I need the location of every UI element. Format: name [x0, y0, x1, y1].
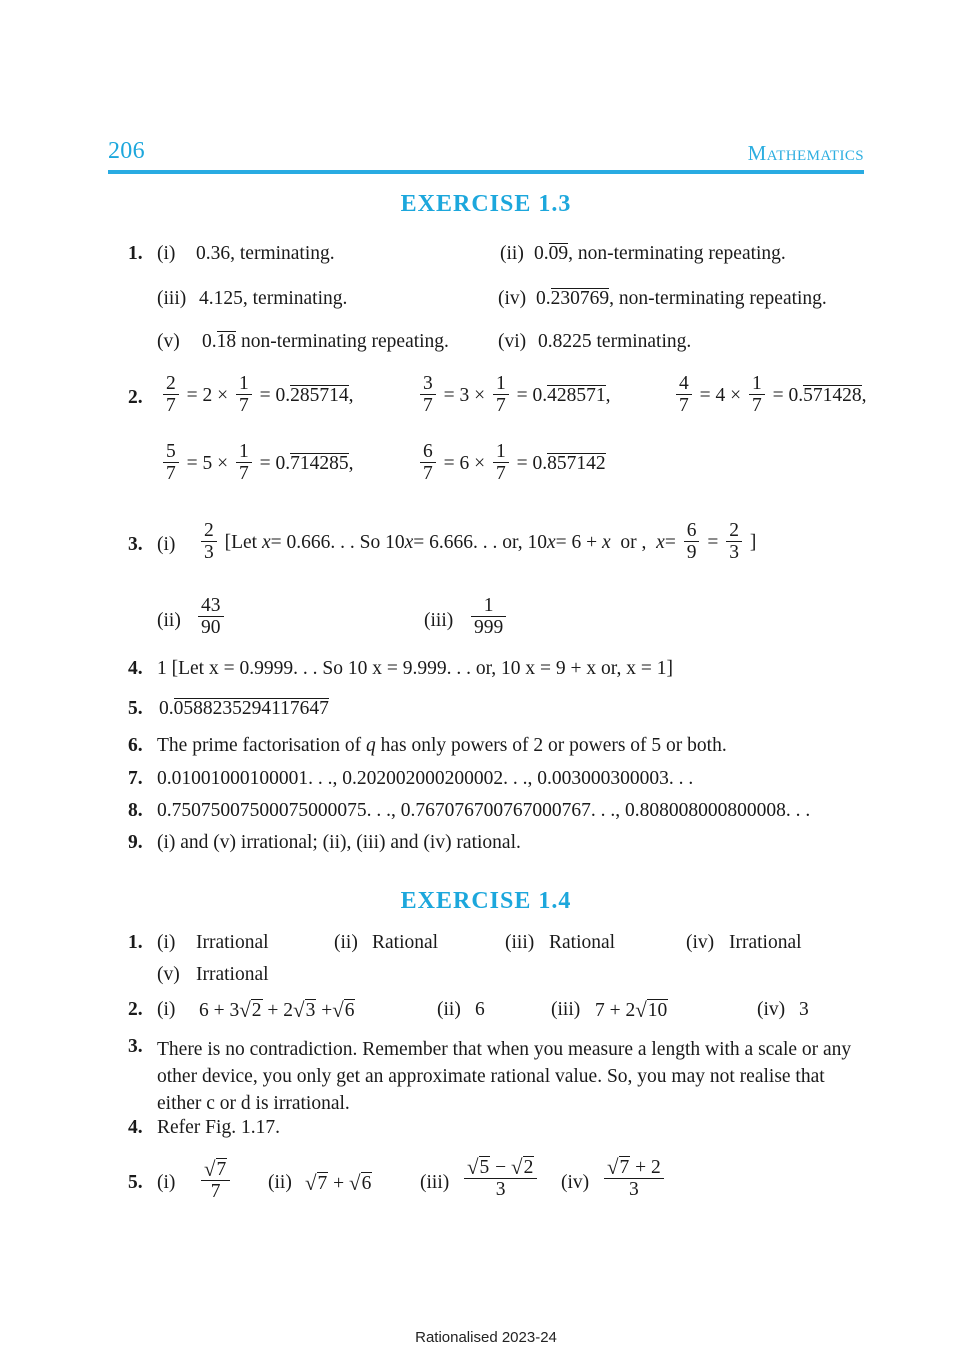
q1-item-vi-label: (vi): [498, 331, 527, 352]
e14-q1-item-ii-label: (ii): [334, 932, 358, 953]
q1-item-v-value: 0.18 non-terminating repeating.: [202, 331, 449, 352]
q3-item-ii-label: (ii): [157, 610, 181, 631]
q9-number: 9.: [128, 832, 143, 853]
e14-q1-item-ii-value: Rational: [372, 932, 439, 953]
q8-number: 8.: [128, 800, 143, 821]
e14-q2-item-ii-value: 6: [475, 999, 485, 1020]
e14-q2-item-iii-label: (iii): [551, 999, 581, 1020]
q6-number: 6.: [128, 735, 143, 756]
q2-expr-4: $\frac{5}{7}$ = 5 × $\frac{1}{7}$ = 0.714285,: [160, 443, 354, 486]
q2-expr-1: $\frac{2}{7}$ = 2 × $\frac{1}{7}$ = 0.285714,: [160, 375, 354, 418]
e14-q5-item-i-label: (i): [157, 1172, 176, 1193]
q5-number: 5.: [128, 698, 143, 719]
e14-q5-item-iii-label: (iii): [420, 1172, 450, 1193]
e14-q1-number: 1.: [128, 932, 143, 953]
q2-expr-2: $\frac{3}{7}$ = 3 × $\frac{1}{7}$ = 0.428571,: [417, 375, 611, 418]
q1-item-i-label: (i): [157, 243, 176, 264]
e14-q1-item-v-value: Irrational: [196, 964, 269, 985]
q8-text: 0.75075007500075000075. . ., 0.767076700767000767. . ., 0.808008000800008. . .: [157, 800, 811, 821]
e14-q2-item-i-value: 6 + 3√2 + 2√3 +√6: [199, 998, 355, 1022]
q2-number: 2.: [128, 387, 143, 408]
q2-expr-3: $\frac{4}{7}$ = 4 × $\frac{1}{7}$ = 0.571428,: [673, 375, 867, 418]
exercise-1-3-heading: EXERCISE 1.3: [400, 191, 572, 217]
q1-item-iv-label: (iv): [498, 288, 527, 309]
q3-item-iii-label: (iii): [424, 610, 454, 631]
q1-item-i-value: 0.36, terminating.: [196, 243, 335, 264]
e14-q5-item-ii-value: √7 + √6: [305, 1171, 372, 1195]
e14-q3-number: 3.: [128, 1036, 143, 1057]
e14-q5-item-iii-value: $\frac{√5 - √2}{3}$: [461, 1156, 540, 1202]
e14-q1-item-v-label: (v): [157, 964, 180, 985]
q1-item-iv-value: 0.230769, non-terminating repeating.: [536, 288, 827, 309]
e14-q4-text: Refer Fig. 1.17.: [157, 1117, 280, 1138]
e14-q2-item-i-label: (i): [157, 999, 176, 1020]
subject-title: Mathematics: [747, 141, 864, 165]
running-head: [108, 138, 864, 172]
q1-item-ii-value: 0.09, non-terminating repeating.: [534, 243, 786, 264]
e14-q5-item-ii-label: (ii): [268, 1172, 292, 1193]
q1-item-ii-label: (ii): [500, 243, 524, 264]
q3-item-i-label: (i): [157, 534, 176, 555]
q9-text: (i) and (v) irrational; (ii), (iii) and (iv) rational.: [157, 832, 521, 853]
e14-q2-item-ii-label: (ii): [437, 999, 461, 1020]
page-number: 206: [108, 138, 145, 164]
q6-text: The prime factorisation of q has only powers of 2 or powers of 5 or both.: [157, 735, 727, 756]
q1-item-iii-value: 4.125, terminating.: [199, 288, 348, 309]
e14-q2-number: 2.: [128, 999, 143, 1020]
e14-q3-text: There is no contradiction. Remember that when you measure a length with a scale or any other device, you only get an approximate rational value. So, you may not realise that either c or d is irrational.: [157, 1039, 852, 1114]
e14-q2-item-iii-value: 7 + 2√10: [595, 998, 668, 1022]
exercise-1-4-heading: EXERCISE 1.4: [400, 888, 572, 914]
q1-number: 1.: [128, 243, 143, 264]
e14-q5-item-iv-value: $\frac{√7 + 2}{3}$: [601, 1156, 667, 1202]
q1-item-v-label: (v): [157, 331, 180, 352]
e14-q1-item-i-value: Irrational: [196, 932, 269, 953]
q7-text: 0.01001000100001. . ., 0.202002000200002. . ., 0.003000300003. . .: [157, 768, 694, 789]
e14-q1-item-i-label: (i): [157, 932, 176, 953]
q3-item-iii-value: $\frac{1}{999}$: [468, 597, 509, 640]
q5-value: 0.0588235294117647: [159, 698, 329, 719]
q1-item-vi-value: 0.8225 terminating.: [538, 331, 692, 352]
e14-q5-number: 5.: [128, 1172, 143, 1193]
e14-q5-item-iv-label: (iv): [561, 1172, 590, 1193]
e14-q1-item-iv-label: (iv): [686, 932, 715, 953]
q1-item-iii-label: (iii): [157, 288, 187, 309]
header-rule: [108, 170, 864, 174]
q3-item-i-value: $\frac{2}{3}$ [Let x= 0.666. . . So 10x= 6.666. . . or, 10x= 6 + x or , x= $\frac{6}{9}$ = $\frac{2}{3}$ ]: [198, 522, 756, 565]
q3-item-ii-value: $\frac{43}{90}$: [195, 597, 227, 640]
e14-q2-item-iv-value: 3: [799, 999, 809, 1020]
q4-text: 1 [Let x = 0.9999. . . So 10 x = 9.999. . . or, 10 x = 9 + x or, x = 1]: [157, 658, 673, 679]
q3-number: 3.: [128, 534, 143, 555]
q2-expr-5: $\frac{6}{7}$ = 6 × $\frac{1}{7}$ = 0.857142: [417, 443, 606, 486]
q4-number: 4.: [128, 658, 143, 679]
e14-q1-item-iii-value: Rational: [549, 932, 616, 953]
e14-q5-item-i-value: $\frac{√7}{7}$: [198, 1158, 233, 1204]
e14-q1-item-iv-value: Irrational: [729, 932, 802, 953]
e14-q2-item-iv-label: (iv): [757, 999, 786, 1020]
page-footer: Rationalised 2023-24: [415, 1329, 557, 1346]
e14-q4-number: 4.: [128, 1117, 143, 1138]
e14-q1-item-iii-label: (iii): [505, 932, 535, 953]
q7-number: 7.: [128, 768, 143, 789]
